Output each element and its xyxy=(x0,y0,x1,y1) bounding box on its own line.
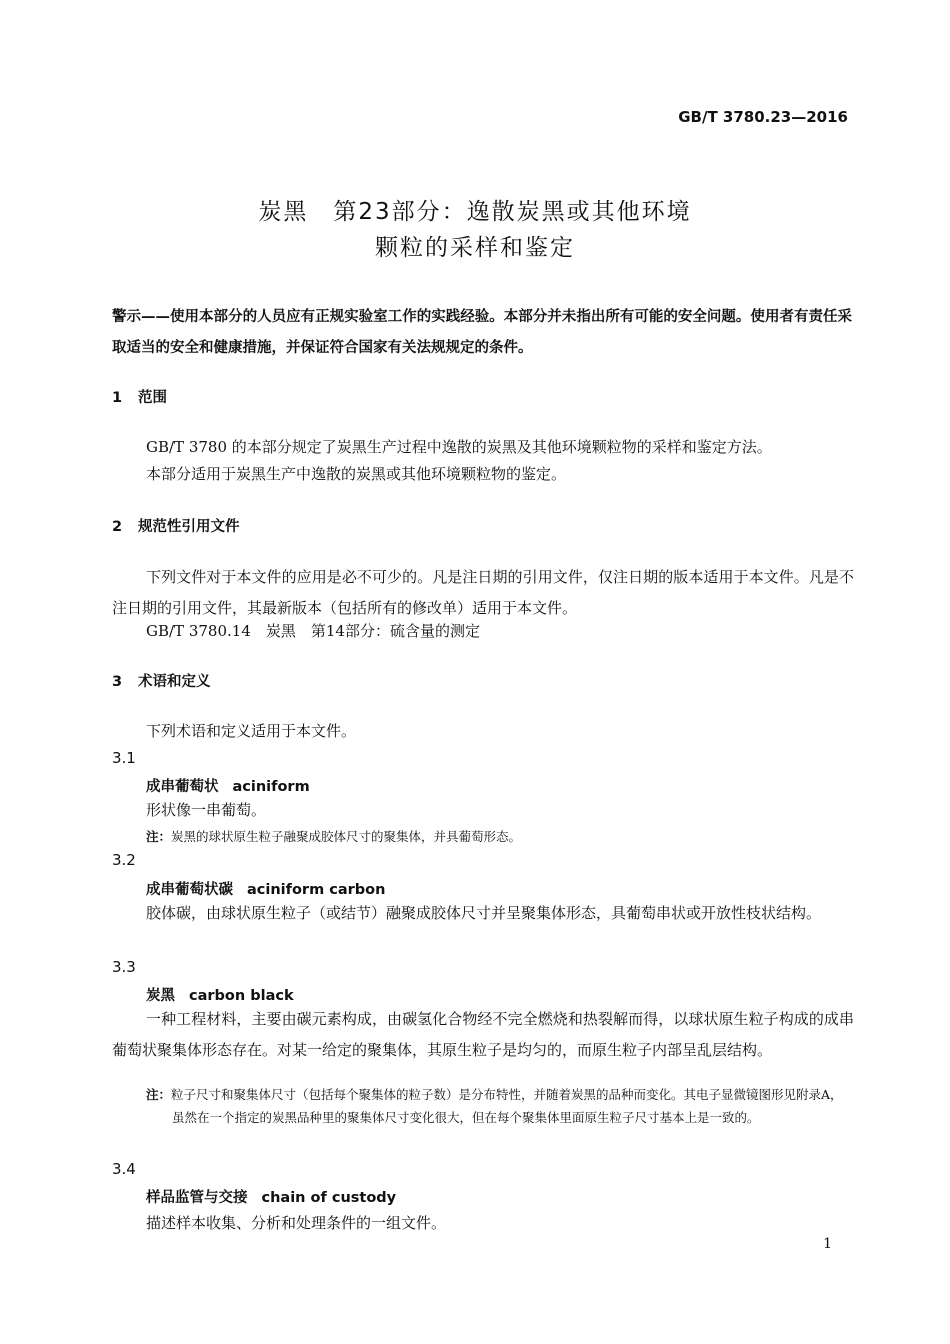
term-zh: 样品监管与交接 xyxy=(146,1190,248,1206)
term-definition: 一种工程材料，主要由碳元素构成，由碳氢化合物经不完全燃烧和热裂解而得，以球状原生粒子构成的成串葡萄状聚集体形态存在。对某一给定的聚集体，其原生粒子是均匀的，而原生粒子内部呈乱层结构。 xyxy=(112,1010,854,1059)
clause-number: 3.3 xyxy=(112,958,136,976)
section-number: 3 xyxy=(112,674,123,690)
scope-paragraph-1: GB/T 3780 的本部分规定了炭黑生产过程中逸散的炭黑及其他环境颗粒物的采样和鉴定方法。 xyxy=(146,438,772,456)
term-definition: 形状像一串葡萄。 xyxy=(146,801,267,819)
section-3-heading xyxy=(112,670,211,691)
section-title: 规范性引用文件 xyxy=(138,519,240,535)
term-definition: 胶体碳，由球状原生粒子（或结节）融聚成胶体尺寸并呈聚集体形态，具葡萄串状或开放性枝状结构。 xyxy=(146,904,822,922)
term-note xyxy=(146,827,521,845)
section-title: 术语和定义 xyxy=(138,674,211,690)
term-entry xyxy=(146,878,385,899)
section-1-heading xyxy=(112,386,167,407)
term-en: carbon black xyxy=(189,988,294,1004)
safety-warning: 警示——使用本部分的人员应有正规实验室工作的实践经验。本部分并未指出所有可能的安全问题。使用者有责任采取适当的安全和健康措施，并保证符合国家有关法规规定的条件。 xyxy=(112,309,852,356)
clause-number: 3.4 xyxy=(112,1160,136,1178)
section-number: 2 xyxy=(112,519,123,535)
term-entry xyxy=(146,775,310,796)
term-zh: 成串葡萄状碳 xyxy=(146,882,233,898)
scope-paragraph-2: 本部分适用于炭黑生产中逸散的炭黑或其他环境颗粒物的鉴定。 xyxy=(146,465,567,483)
section-title: 范围 xyxy=(138,390,167,406)
section-number: 1 xyxy=(112,390,123,406)
term-note xyxy=(146,1083,854,1129)
term-entry xyxy=(146,984,294,1005)
term-entry xyxy=(146,1186,396,1207)
terms-intro: 下列术语和定义适用于本文件。 xyxy=(146,722,357,740)
term-zh: 成串葡萄状 xyxy=(146,779,219,795)
term-zh: 炭黑 xyxy=(146,988,175,1004)
normative-references-paragraph: 下列文件对于本文件的应用是必不可少的。凡是注日期的引用文件，仅注日期的版本适用于本文件。凡是不注日期的引用文件，其最新版本（包括所有的修改单）适用于本文件。 xyxy=(112,568,854,617)
document-title-line2: 颗粒的采样和鉴定 xyxy=(375,235,575,261)
note-text: 粒子尺寸和聚集体尺寸（包括每个聚集体的粒子数）是分布特性，并随着炭黑的品种而变化。其电子显微镜图形见附录A，虽然在一个指定的炭黑品种里的聚集体尺寸变化很大，但在每个聚集体里面原生粒子尺寸基本上是一致的。 xyxy=(171,1087,843,1125)
note-text: 炭黑的球状原生粒子融聚成胶体尺寸的聚集体，并具葡萄形态。 xyxy=(171,829,522,844)
term-en: chain of custody xyxy=(261,1190,397,1206)
note-label: 注： xyxy=(146,1087,172,1102)
standard-number: GB/T 3780.23—2016 xyxy=(678,108,848,126)
note-label: 注： xyxy=(146,829,172,844)
clause-number: 3.2 xyxy=(112,851,136,869)
clause-number: 3.1 xyxy=(112,749,136,767)
document-title-line1: 炭黑 第23部分：逸散炭黑或其他环境 xyxy=(258,199,692,225)
term-en: aciniform carbon xyxy=(247,882,386,898)
term-en: aciniform xyxy=(232,779,310,795)
term-definition: 描述样本收集、分析和处理条件的一组文件。 xyxy=(146,1214,447,1232)
page-number: 1 xyxy=(823,1236,832,1252)
section-2-heading xyxy=(112,515,240,536)
normative-reference-item: GB/T 3780.14 炭黑 第14部分：硫含量的测定 xyxy=(146,622,480,640)
